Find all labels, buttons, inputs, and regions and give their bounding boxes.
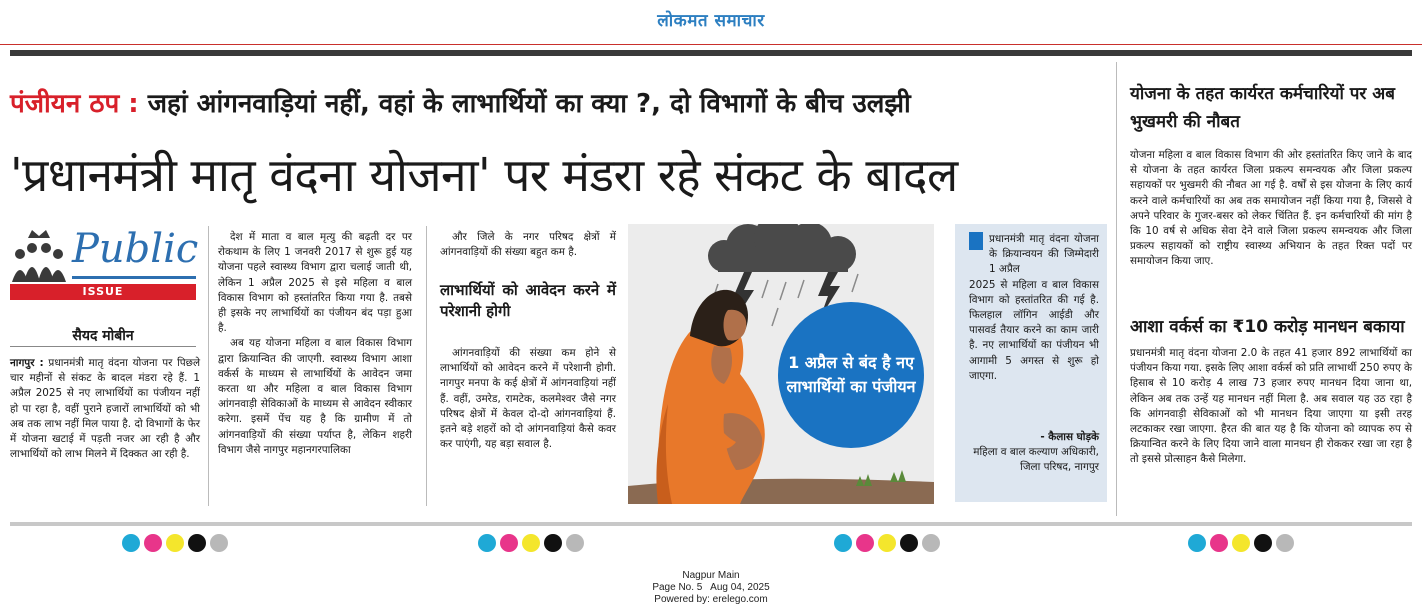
logo-script: Public	[72, 226, 199, 272]
right-heading-1: योजना के तहत कार्यरत कर्मचारियों पर अब भुखमरी की नौबत	[1130, 84, 1395, 132]
byline: सैयद मोबीन	[72, 328, 134, 344]
byline-rule	[10, 346, 196, 347]
registration-marks	[122, 534, 228, 552]
quote-title: महिला व बाल कल्याण अधिकारी, जिला परिषद, नागपुर	[973, 446, 1099, 473]
yellow-dot	[166, 534, 184, 552]
masthead-rule	[0, 44, 1422, 45]
article-column-2	[218, 230, 412, 458]
dateline: नागपुर :	[10, 357, 44, 369]
column-divider	[208, 226, 209, 506]
official-quote-box	[955, 224, 1107, 502]
bottom-rule	[10, 522, 1412, 526]
grey-dot	[922, 534, 940, 552]
public-issue-logo	[10, 226, 199, 306]
col2-paragraph-1: देश में माता व बाल मृत्यु की बढ़ती दर पर रोकथाम के लिए 1 जनवरी 2017 से शुरू हुई यह योजना पहले स्वास्थ्य विभाग द्वारा चलाई जाती थी, लेकिन 1 अप्रैल 2025 से इसे महिला व बाल विकास विभाग को हस्तांतरित किया गया है. तबसे ही इसके नए लाभार्थियों का पंजीयन बंद पड़ा हुआ है.	[218, 231, 412, 335]
grey-dot	[1276, 534, 1294, 552]
article-column-1	[10, 356, 200, 462]
grey-dot	[566, 534, 584, 552]
page-footer	[0, 570, 1422, 606]
closure-badge: 1 अप्रैल से बंद है नए लाभार्थियों का पंजीयन	[778, 302, 924, 448]
cyan-dot	[1188, 534, 1206, 552]
subheading: लाभार्थियों को आवेदन करने में परेशानी होगी	[440, 281, 616, 321]
kicker	[10, 84, 911, 120]
registration-marks	[478, 534, 584, 552]
quote-attribution	[969, 430, 1099, 475]
black-dot	[188, 534, 206, 552]
kicker-text: जहां आंगनवाड़ियां नहीं, वहां के लाभार्थियों का क्या ?, दो विभागों के बीच उलझी	[147, 89, 911, 119]
col1-text: प्रधानमंत्री मातृ वंदना योजना पर पिछले चार महीनों से संकट के बादल मंडरा रहे हैं. 1 अप्रैल 2025 से नए लाभार्थियों का पंजीयन नहीं हो पा रहा है, वहीं पुराने हजारों लाभार्थियों को भी अब तक लाभ नहीं मिल पाया है. दो विभागों के फेर में योजना खटाई में पड़ती नजर आ रही है और लाभार्थियों को लाभ मिलने में दिक्कत आ रही है.	[10, 357, 201, 461]
yellow-dot	[522, 534, 540, 552]
column-divider	[426, 226, 427, 506]
masthead[interactable]: लोकमत समाचार	[657, 11, 765, 31]
black-dot	[1254, 534, 1272, 552]
logo-label: ISSUE	[10, 284, 196, 300]
kicker-tag: पंजीयन ठप :	[10, 89, 139, 119]
right-paragraph-1: योजना महिला व बाल विकास विभाग की ओर हस्तांतरित किए जाने के बाद से योजना के तहत कार्यरत जिला प्रकल्प समन्वयक और जिला प्रकल्प सहायकों पर भुखमरी की नौबत आ गई है. वर्षों से इस योजना के लिए कार्य करने वाले कर्मचारियों का अब तक समायोजन नहीं किया गया है, जिससे वे अपने परिवार के गुजर-बसर को लेकर चिंतित हैं. इन कर्मचारियों की मांग है कि 10 वर्ष से अधिक सेवा देने वाले जिला प्रकल्प समन्वयक और जिला प्रकल्प सहायकों को राष्ट्रीय स्वास्थ्य अभियान के तहत रिक्त पदों पर समायोजन किया जाए.	[1130, 149, 1412, 268]
quote-name: - कैलास घोड़के	[1040, 431, 1099, 443]
article-column-3	[440, 230, 616, 322]
footer-page: Page No. 5 Aug 04, 2025	[652, 582, 770, 593]
right-paragraph-2: प्रधानमंत्री मातृ वंदना योजना 2.0 के तहत 41 हजार 892 लाभार्थियों का पंजीयन किया गया. इसके लिए आशा वर्कर्स को प्रति लाभार्थी 250 रुपए के हिसाब से 10 करोड़ 4 लाख 73 हजार रुपए मानधन दिया जाना था, लेकिन अब तक उन्हें यह मानधन नहीं मिला है. अब सवाल यह उठ रहा है कि आंगनवाड़ी सेविकाओं को भी मानधन दिया जाएगा या इसी तरह लटकाकर रखा जाएगा. हैरत की बात यह है कि योजना को व्यापक रुप से क्रियान्वित करने के लिए दिया जाने वाला मानधन ही रोककर रखा जा रहा है तो इससे प्रोत्साहन कैसे मिलेगा.	[1130, 347, 1412, 466]
black-dot	[900, 534, 918, 552]
quote-lead: प्रधानमंत्री मातृ वंदना योजना के क्रियान्वयन की जिम्मेदारी 1 अप्रैल	[989, 233, 1099, 276]
col3-paragraph-2: आंगनवाड़ियों की संख्या कम होने से लाभार्थियों को आवेदन करने में परेशानी होगी. नागपुर मनपा के कई क्षेत्रों में आंगनवाड़ियां नहीं हैं. वहीं, उमरेड, रामटेक, कलमेश्वर जैसे नगर परिषद क्षेत्रों में केवल दो-दो आंगनवाड़ियां हैं. इतने बड़े शहरों को दो आंगनवाड़ियां कैसे कवर कर पाएंगी, यह बड़ा सवाल है.	[440, 347, 616, 451]
cyan-dot	[834, 534, 852, 552]
crown-people-icon	[10, 228, 70, 284]
quote-body: 2025 से महिला व बाल विकास विभाग को हस्तांतरित की गई है. फिलहाल लॉगिन आईडी और पासवर्ड तैयार करने का काम जारी है. नए लाभार्थियों का पंजीयन भी आगामी 5 अगस्त से शुरू हो जाएगा.	[969, 278, 1099, 382]
footer-powered[interactable]: Powered by: erelego.com	[654, 594, 768, 605]
grey-dot	[210, 534, 228, 552]
col3-paragraph-1: और जिले के नगर परिषद क्षेत्रों में आंगनवाड़ियों की संख्या बहुत कम है.	[440, 231, 616, 259]
page-title: 'प्रधानमंत्री मातृ वंदना योजना' पर मंडरा रहे संकट के बादल	[10, 148, 958, 202]
col2-paragraph-2: अब यह योजना महिला व बाल विकास विभाग द्वारा क्रियान्वित की जाएगी. स्वास्थ्य विभाग आशा वर्कर्स के माध्यम से लाभार्थियों के आवेदन जमा करता था और महिला व बाल विकास विभाग आंगनवाड़ी सेविकाओं के माध्यम से आवेदन स्वीकार करेगा. इसमें पेंच यह है कि ग्रामीण में तो आंगनवाड़ियों की संख्या पर्याप्त है, लेकिन शहरी विभाग जैसे नागपुर महानगरपालिका	[218, 337, 412, 456]
yellow-dot	[1232, 534, 1250, 552]
column-divider	[1116, 62, 1117, 516]
pregnant-woman-illustration[interactable]	[628, 224, 934, 504]
registration-marks	[1188, 534, 1294, 552]
article-column-3-body	[440, 346, 616, 452]
cyan-dot	[478, 534, 496, 552]
magenta-dot	[500, 534, 518, 552]
quote-text	[969, 232, 1099, 384]
cyan-dot	[122, 534, 140, 552]
registration-marks	[834, 534, 940, 552]
magenta-dot	[856, 534, 874, 552]
black-dot	[544, 534, 562, 552]
logo-rule	[72, 276, 196, 279]
right-heading-2: आशा वर्कर्स का ₹10 करोड़ मानधन बकाया	[1130, 317, 1405, 337]
yellow-dot	[878, 534, 896, 552]
magenta-dot	[144, 534, 162, 552]
magenta-dot	[1210, 534, 1228, 552]
header-bar	[10, 50, 1412, 56]
footer-edition: Nagpur Main	[682, 570, 740, 581]
